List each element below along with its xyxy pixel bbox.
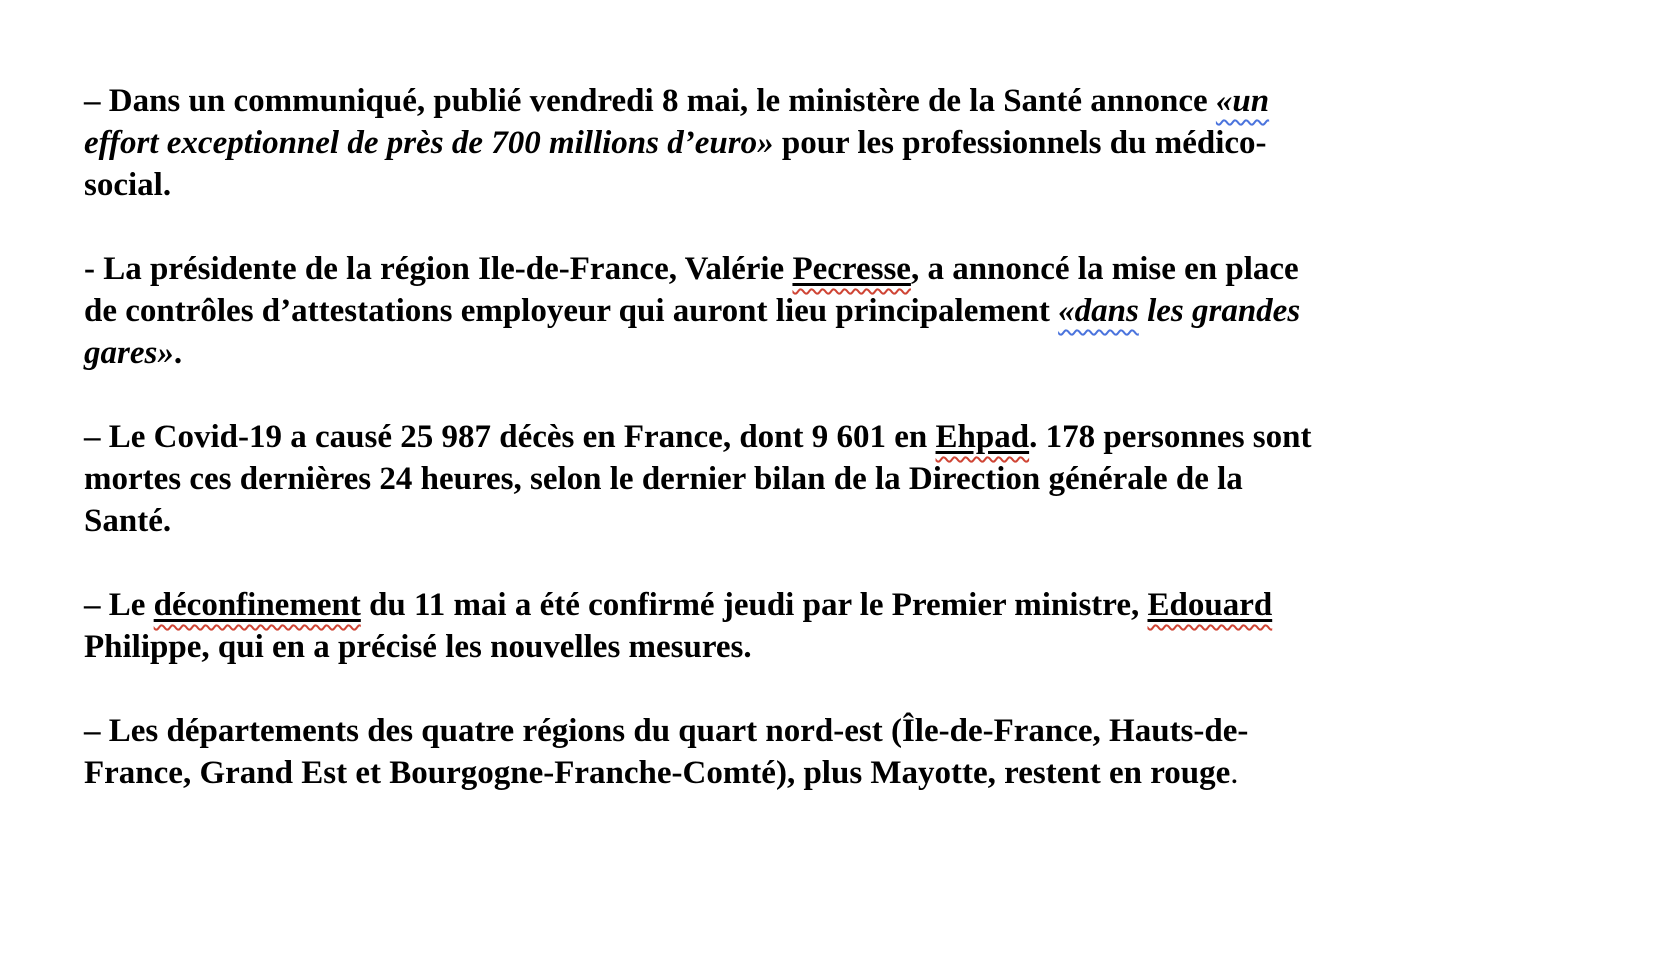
text-run: . 178 personnes sont bbox=[1029, 419, 1312, 455]
text-run: «dans bbox=[1058, 293, 1139, 329]
text-run: effort exceptionnel de près de 700 millions d’euro» bbox=[84, 125, 774, 161]
spellcheck-red-squiggle bbox=[1147, 587, 1272, 623]
text-run: de contrôles d’attestations employeur qui auront lieu principalement bbox=[84, 293, 1059, 329]
text-run: – Dans un communiqué, publié vendredi 8 mai, le ministère de la Santé annonce bbox=[84, 83, 1216, 119]
text-run: Ehpad bbox=[935, 419, 1030, 455]
spellcheck-blue-squiggle bbox=[1058, 293, 1139, 329]
text-run: – Le bbox=[84, 587, 154, 623]
text-run: Santé. bbox=[84, 503, 172, 539]
text-run: mortes ces dernières 24 heures, selon le dernier bilan de la Direction générale de la bbox=[84, 461, 1243, 497]
text-run: social. bbox=[84, 167, 172, 203]
text-run: France, Grand Est et Bourgogne-Franche-Comté), plus Mayotte, restent en rouge bbox=[84, 755, 1231, 791]
text-run: «un bbox=[1215, 83, 1270, 119]
text-run: . bbox=[1230, 755, 1239, 791]
paragraph bbox=[84, 584, 1564, 668]
paragraph bbox=[84, 710, 1564, 794]
text-run: – Les départements des quatre régions du quart nord-est (Île-de-France, Hauts-de- bbox=[84, 713, 1249, 749]
document-text bbox=[84, 80, 1564, 836]
spellcheck-red-squiggle bbox=[792, 251, 910, 287]
text-run: - La présidente de la région Ile-de-France, Valérie bbox=[84, 251, 793, 287]
paragraph bbox=[84, 248, 1564, 374]
text-run: les grandes bbox=[1138, 293, 1301, 329]
spellcheck-red-squiggle bbox=[154, 587, 361, 623]
spellcheck-red-squiggle bbox=[936, 419, 1030, 455]
paragraph bbox=[84, 416, 1564, 542]
paragraph bbox=[84, 80, 1564, 206]
text-run: pour les professionnels du médico- bbox=[773, 125, 1267, 161]
text-run: Pecresse bbox=[792, 251, 911, 287]
spellcheck-blue-squiggle bbox=[1216, 83, 1269, 119]
text-run: déconfinement bbox=[153, 587, 361, 623]
text-run: du 11 mai a été confirmé jeudi par le Premier ministre, bbox=[360, 587, 1148, 623]
text-run: , a annoncé la mise en place bbox=[910, 251, 1299, 287]
text-run: gares» bbox=[84, 335, 174, 371]
text-run: Philippe, qui en a précisé les nouvelles mesures. bbox=[84, 629, 752, 665]
text-run: . bbox=[173, 335, 183, 371]
text-run: – Le Covid-19 a causé 25 987 décès en France, dont 9 601 en bbox=[84, 419, 936, 455]
text-run: Edouard bbox=[1147, 587, 1273, 623]
